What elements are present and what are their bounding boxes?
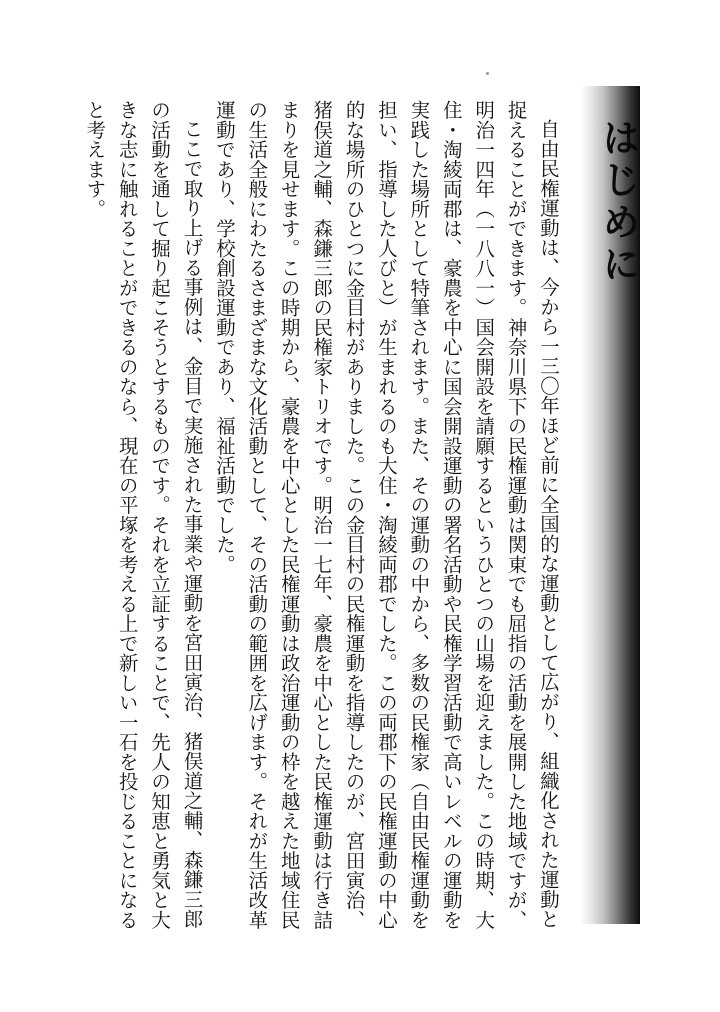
paragraph-2: ここで取り上げる事例は、金目で実施された事業や運動を宮田寅治、猪俣道之輔、森鎌三郎の活動を通して掘り起こそうとするものです。それを立証することで、先人の知恵と勇気と大きな志に触れることができるのなら、現在の平塚を考える上で新しい一石を投じることになると考えます。 — [83, 100, 204, 930]
body-text — [83, 100, 564, 932]
scan-speck — [486, 72, 489, 75]
paragraph-1: 自由民権運動は、今から一三〇年ほど前に全国的な運動として広がり、組織化された運動と捉えることができます。神奈川県下の民権運動は関東でも屈指の活動を展開した地域ですが、明治一四年（一八八一）国会開設を請願するというひとつの山場を迎えました。この時期、大住・淘綾両郡は、豪農を中心に国会開設運動の署名活動や民権学習活動で高いレベルの運動を実践した場所として特筆されます。また、その運動の中から、多数の民権家（自由民権運動を担い、指導した人びと）が生まれるのも大住・淘綾両郡でした。この両郡下の民権運動の中心的な場所のひとつに金目村がありました。この金目村の民権運動を指導したのが、宮田寅治、猪俣道之輔、森鎌三郎の民権家トリオです。明治一七年、豪農を中心とした民権運動は行き詰まりを見せます。この時期から、豪農を中心とした民権運動は政治運動の枠を越えた地域住民の生活全般にわたるさまざまな文化活動として、その活動の範囲を広げます。それが生活改革運動であり、学校創設運動であり、福祉活動でした。 — [212, 100, 560, 930]
page-title: はじめに — [596, 118, 640, 286]
